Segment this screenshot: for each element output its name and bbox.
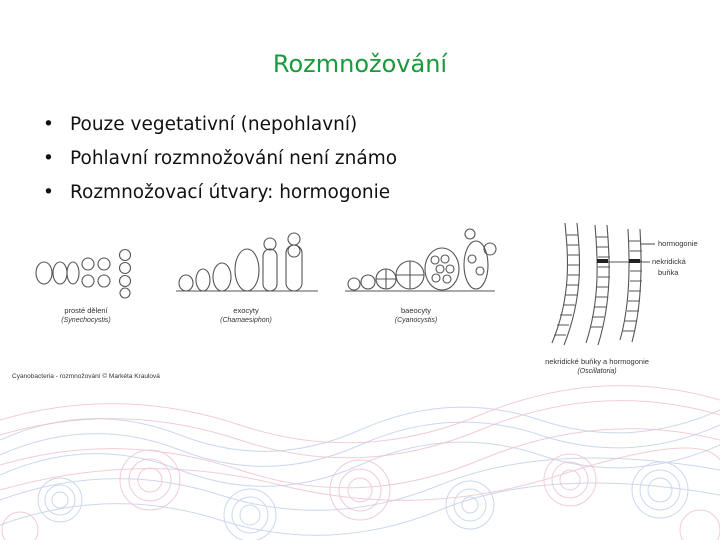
panel-label: nekridické buňky a hormogonie	[545, 357, 649, 366]
panel-label: prosté dělení	[64, 306, 108, 315]
slide-title: Rozmnožování	[272, 50, 448, 78]
bullet-dot-icon: •	[43, 148, 54, 169]
oscillatoria-drawing	[552, 223, 655, 345]
bullet-dot-icon: •	[43, 114, 54, 135]
panel-label: baeocyty	[400, 306, 432, 315]
panel-genus: (Cyanocystis)	[394, 317, 438, 324]
bullet-dot-icon: •	[43, 182, 54, 203]
reproduction-illustration	[0, 215, 720, 380]
necridic-cell-annotation: nekridická	[652, 257, 686, 266]
decorative-wave-pattern	[0, 380, 720, 540]
panel-genus: (Chamaesiphon)	[220, 317, 272, 324]
necridic-cell-annotation: buňka	[658, 268, 679, 277]
baeocytes-drawing	[345, 229, 496, 291]
bullet-item	[40, 142, 397, 176]
figure-credit: Cyanobacteria - rozmnožování © Markéta Kraulová	[12, 373, 160, 380]
bullet-text: Pohlavní rozmnožování není známo	[70, 148, 398, 169]
panel-genus: (Oscillatoria)	[577, 368, 617, 375]
bullet-text: Rozmnožovací útvary: hormogonie	[70, 182, 391, 203]
exocytes-drawing	[176, 233, 318, 291]
hormogonie-annotation: hormogonie	[658, 239, 698, 248]
simple-division-drawing	[36, 250, 131, 299]
bullet-text: Pouze vegetativní (nepohlavní)	[70, 114, 358, 135]
panel-genus: (Synechocystis)	[61, 317, 111, 324]
panel-label: exocyty	[233, 306, 259, 315]
bullet-item	[40, 176, 397, 210]
bullet-item	[40, 108, 397, 142]
bullet-list	[40, 108, 397, 210]
